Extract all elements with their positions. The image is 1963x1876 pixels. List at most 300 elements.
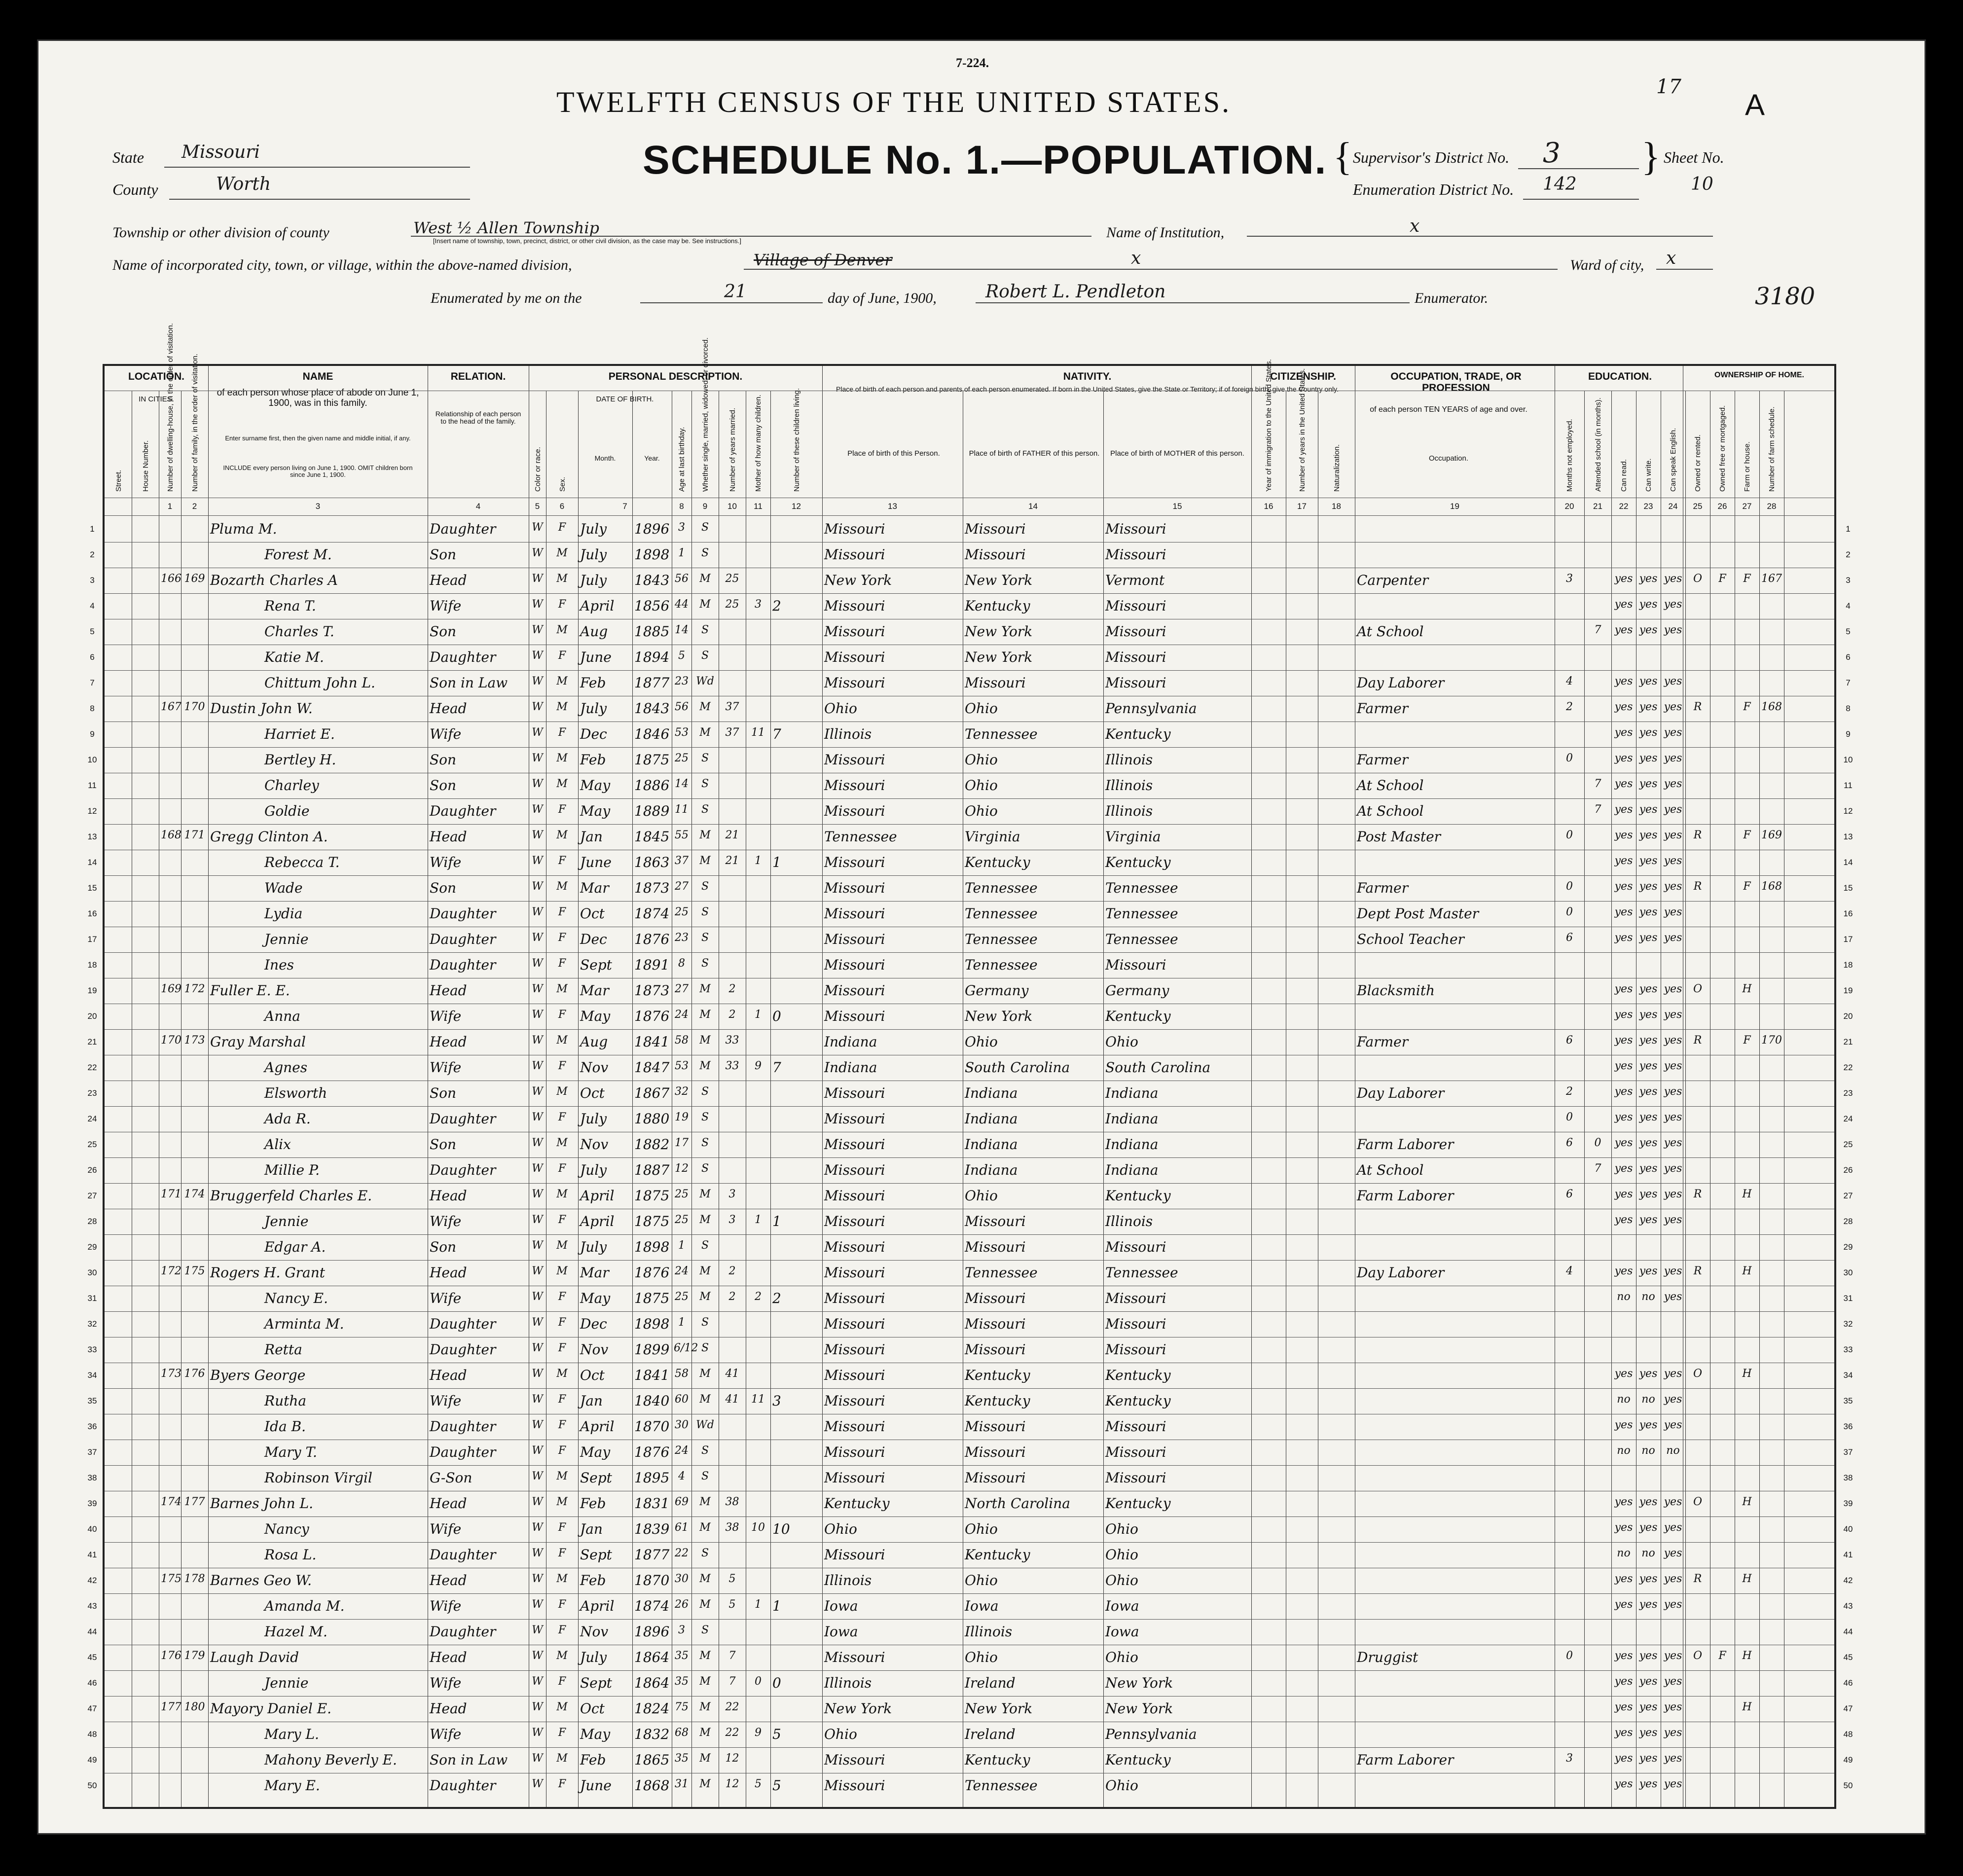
birth-month: Oct xyxy=(580,1367,605,1383)
owned-rented: R xyxy=(1693,829,1702,841)
row-rule xyxy=(105,1516,1834,1517)
row-number: 36 xyxy=(87,1422,97,1431)
row-number: 31 xyxy=(87,1294,97,1303)
birth-month: Feb xyxy=(580,1495,606,1512)
relation: Daughter xyxy=(430,1777,496,1794)
birthplace: Missouri xyxy=(824,982,885,999)
column-number: 8 xyxy=(679,502,684,511)
column-number: 22 xyxy=(1619,502,1629,511)
row-number-right: 41 xyxy=(1843,1550,1853,1559)
mother-birthplace: Missouri xyxy=(1105,1290,1166,1306)
father-birthplace: Ireland xyxy=(965,1675,1016,1691)
birthplace: Missouri xyxy=(824,521,885,537)
mother-birthplace: Iowa xyxy=(1105,1623,1139,1640)
column-number: 14 xyxy=(1028,502,1038,511)
row-number-right: 24 xyxy=(1843,1114,1853,1123)
children-living: 0 xyxy=(772,1675,781,1691)
sex: M xyxy=(556,1188,568,1200)
column-number: 17 xyxy=(1297,502,1307,511)
sex: M xyxy=(556,1085,568,1098)
relation: Head xyxy=(430,982,467,999)
can-speak-english: yes xyxy=(1664,1573,1682,1585)
can-read: yes xyxy=(1614,1162,1633,1175)
relation: Daughter xyxy=(430,1111,496,1127)
birth-month: July xyxy=(580,1111,607,1127)
father-birthplace: Indiana xyxy=(965,1136,1018,1153)
years-married: 38 xyxy=(725,1521,739,1534)
person-name: Rena T. xyxy=(264,598,316,614)
column-number: 9 xyxy=(702,502,708,511)
corner-number: 3180 xyxy=(1755,283,1816,310)
relation: Wife xyxy=(430,598,462,614)
years-married: 33 xyxy=(725,1060,739,1072)
color: W xyxy=(532,1239,543,1252)
row-number: 46 xyxy=(87,1678,97,1688)
person-name: Wade xyxy=(264,880,303,896)
sex: F xyxy=(558,855,566,867)
township-label: Township or other division of county xyxy=(112,224,329,241)
sex: M xyxy=(556,829,568,841)
vertical-column-label: Can write. xyxy=(1644,458,1653,492)
occupation: Farm Laborer xyxy=(1357,1752,1454,1768)
row-number-right: 8 xyxy=(1846,704,1851,713)
marital-status: M xyxy=(699,829,711,841)
color: W xyxy=(532,675,543,687)
dwelling-number: 168 xyxy=(161,829,182,841)
person-name: Bozarth Charles A xyxy=(210,572,338,588)
color: W xyxy=(532,1316,543,1329)
sex: F xyxy=(558,1419,566,1431)
relation: Daughter xyxy=(430,1316,496,1332)
color: W xyxy=(532,1137,543,1149)
birth-year: 1840 xyxy=(634,1393,670,1409)
birthplace: Missouri xyxy=(824,623,885,640)
marital-status: S xyxy=(701,752,709,764)
children-living: 2 xyxy=(772,598,781,614)
family-number: 177 xyxy=(184,1496,205,1508)
mother-birthplace: Missouri xyxy=(1105,1239,1166,1255)
census-title: TWELFTH CENSUS OF THE UNITED STATES. xyxy=(556,86,1232,118)
color: W xyxy=(532,726,543,739)
sex: M xyxy=(556,624,568,636)
state-value: Missouri xyxy=(182,142,260,162)
father-birthplace: Kentucky xyxy=(965,854,1030,870)
age: 25 xyxy=(675,1214,689,1226)
marital-status: S xyxy=(701,1137,709,1149)
can-speak-english: yes xyxy=(1664,1214,1682,1226)
vertical-column-label: Months not employed. xyxy=(1565,419,1574,492)
mother-birthplace: Missouri xyxy=(1105,649,1166,665)
marital-status: S xyxy=(701,1085,709,1098)
months-unemployed: 2 xyxy=(1566,701,1573,713)
months-unemployed: 0 xyxy=(1566,1650,1573,1662)
birthplace: Missouri xyxy=(824,931,885,947)
birth-year: 1875 xyxy=(634,1290,670,1306)
person-name: Elsworth xyxy=(264,1085,327,1101)
column-rule xyxy=(1251,366,1252,1807)
row-number: 13 xyxy=(87,832,97,841)
can-write: yes xyxy=(1639,1060,1658,1072)
farm-house: F xyxy=(1743,829,1751,841)
schedule-title: SCHEDULE No. 1.—POPULATION. xyxy=(643,138,1327,182)
row-rule xyxy=(105,1388,1834,1389)
father-birthplace: Missouri xyxy=(965,1341,1026,1358)
birth-year: 1870 xyxy=(634,1418,670,1435)
years-married: 12 xyxy=(725,1778,739,1790)
row-number-right: 11 xyxy=(1844,781,1853,790)
relation: Daughter xyxy=(430,957,496,973)
row-number-right: 7 xyxy=(1846,678,1851,687)
sex: F xyxy=(558,1111,566,1123)
birth-year: 1832 xyxy=(634,1726,670,1742)
person-name: Mary E. xyxy=(264,1777,320,1794)
color: W xyxy=(532,778,543,790)
sheet-no-value: 10 xyxy=(1691,174,1713,194)
can-read: yes xyxy=(1614,598,1633,611)
relation: Daughter xyxy=(430,1418,496,1435)
farm-schedule: 168 xyxy=(1761,880,1782,893)
row-number: 44 xyxy=(87,1627,97,1636)
can-write: no xyxy=(1641,1444,1655,1457)
sex: F xyxy=(558,1214,566,1226)
birth-year: 1864 xyxy=(634,1649,670,1665)
father-birthplace: Kentucky xyxy=(965,1393,1030,1409)
mother-birthplace: Ohio xyxy=(1105,1547,1138,1563)
column-number: 6 xyxy=(559,502,565,511)
birth-year: 1870 xyxy=(634,1572,670,1588)
birth-month: May xyxy=(580,777,611,794)
mother-birthplace: Tennessee xyxy=(1105,931,1178,947)
marital-status: M xyxy=(699,1675,711,1688)
vertical-column-label: Owned or rented. xyxy=(1694,434,1702,492)
row-rule xyxy=(105,670,1834,671)
birth-year: 1863 xyxy=(634,854,670,870)
column-number: 28 xyxy=(1767,502,1777,511)
mother-birthplace: Missouri xyxy=(1105,623,1166,640)
age: 11 xyxy=(675,803,689,816)
birth-month: Oct xyxy=(580,905,605,922)
can-write: yes xyxy=(1639,1419,1658,1431)
mother-birthplace: Pennsylvania xyxy=(1105,1726,1197,1742)
can-read: yes xyxy=(1614,855,1633,867)
person-name: Rebecca T. xyxy=(264,854,340,870)
family-number: 170 xyxy=(184,701,205,713)
person-name: Gray Marshal xyxy=(210,1034,306,1050)
occupation-desc: of each person TEN YEARS of age and over. xyxy=(1370,405,1527,414)
marital-status: M xyxy=(699,1752,711,1765)
row-number-right: 12 xyxy=(1843,806,1853,816)
color: W xyxy=(532,521,543,534)
years-married: 37 xyxy=(725,726,739,739)
age: 6/12 xyxy=(674,1342,698,1354)
mother-birthplace: Indiana xyxy=(1105,1111,1159,1127)
birth-month: Sept xyxy=(580,957,612,973)
row-number-right: 32 xyxy=(1843,1319,1853,1329)
supervisor-label: Supervisor's District No. xyxy=(1353,148,1510,166)
years-married: 41 xyxy=(725,1368,739,1380)
father-birthplace: Ohio xyxy=(965,752,998,768)
father-birthplace: Ohio xyxy=(965,1521,998,1537)
row-rule xyxy=(105,1670,1834,1671)
person-name: Nancy xyxy=(264,1521,309,1537)
age: 61 xyxy=(675,1521,689,1534)
row-number: 12 xyxy=(87,806,97,816)
column-number: 26 xyxy=(1717,502,1727,511)
mother-birthplace: Kentucky xyxy=(1105,1367,1171,1383)
person-name: Gregg Clinton A. xyxy=(210,829,328,845)
column-rule xyxy=(632,391,633,1807)
father-birthplace: Tennessee xyxy=(965,1777,1038,1794)
birth-year: 1841 xyxy=(634,1367,670,1383)
column-rule xyxy=(578,391,579,1807)
mother-of: 1 xyxy=(755,1009,762,1021)
birth-month: April xyxy=(580,1598,615,1614)
mother-birthplace: Kentucky xyxy=(1105,1393,1171,1409)
sex: M xyxy=(556,1470,568,1482)
can-write: yes xyxy=(1639,855,1658,867)
color: W xyxy=(532,1573,543,1585)
name-note2: INCLUDE every person living on June 1, 1900. OMIT children born since June 1, 1900. xyxy=(223,464,413,479)
years-married: 2 xyxy=(728,983,736,995)
row-number: 8 xyxy=(90,704,95,713)
age: 35 xyxy=(675,1752,689,1765)
dwelling-number: 172 xyxy=(161,1265,182,1277)
marital-status: M xyxy=(699,983,711,995)
marital-status: M xyxy=(699,1009,711,1021)
row-rule xyxy=(105,1234,1834,1235)
city-line xyxy=(744,269,1558,270)
relation: Son in Law xyxy=(430,1752,508,1768)
owned-rented: R xyxy=(1693,701,1702,713)
years-married: 21 xyxy=(725,829,739,841)
sex: F xyxy=(558,649,566,662)
vertical-column-label: Can speak English. xyxy=(1669,428,1677,492)
dwelling-number: 166 xyxy=(161,573,182,585)
row-number-right: 25 xyxy=(1843,1140,1853,1149)
color: W xyxy=(532,1598,543,1611)
birthplace: Missouri xyxy=(824,1239,885,1255)
occupation: Dept Post Master xyxy=(1357,905,1479,922)
mother-birthplace: Ohio xyxy=(1105,1777,1138,1794)
birth-year: 1824 xyxy=(634,1700,670,1717)
sex: M xyxy=(556,1034,568,1046)
occupation: At School xyxy=(1357,777,1424,794)
can-read: yes xyxy=(1614,1368,1633,1380)
mother-of: 1 xyxy=(755,1598,762,1611)
row-number-right: 20 xyxy=(1843,1011,1853,1021)
mother-birthplace: South Carolina xyxy=(1105,1059,1211,1076)
years-married: 2 xyxy=(728,1009,736,1021)
birth-year: 1896 xyxy=(634,521,670,537)
birthplace: Missouri xyxy=(824,803,885,819)
children-living: 0 xyxy=(772,1008,781,1024)
vertical-column-label: Age at last birthday. xyxy=(678,427,686,492)
father-birthplace: Iowa xyxy=(965,1598,999,1614)
row-number: 27 xyxy=(87,1191,97,1200)
sex: M xyxy=(556,573,568,585)
can-write: yes xyxy=(1639,1009,1658,1021)
color: W xyxy=(532,1034,543,1046)
age: 19 xyxy=(675,1111,689,1123)
relation: Daughter xyxy=(430,1341,496,1358)
birthplace: Missouri xyxy=(824,1008,885,1024)
color: W xyxy=(532,1624,543,1636)
sex: F xyxy=(558,1316,566,1329)
color: W xyxy=(532,1291,543,1303)
father-birthplace: Kentucky xyxy=(965,1752,1030,1768)
occupation: At School xyxy=(1357,803,1424,819)
mother-birthplace: Ohio xyxy=(1105,1572,1138,1588)
occupation: Carpenter xyxy=(1357,572,1429,588)
months-unemployed: 6 xyxy=(1566,1188,1573,1200)
row-number: 18 xyxy=(87,960,97,970)
birthplace: Tennessee xyxy=(824,829,897,845)
birth-year: 1856 xyxy=(634,598,670,614)
sex: M xyxy=(556,880,568,893)
relation: Son xyxy=(430,1239,457,1255)
relation: Son xyxy=(430,752,457,768)
can-write: yes xyxy=(1639,726,1658,739)
mother-of: 1 xyxy=(755,1214,762,1226)
dwelling-number: 177 xyxy=(161,1701,182,1713)
birth-month: April xyxy=(580,598,615,614)
occupation: Druggist xyxy=(1357,1649,1418,1665)
family-number: 180 xyxy=(184,1701,205,1713)
row-number-right: 40 xyxy=(1843,1524,1853,1534)
row-number: 22 xyxy=(87,1063,97,1072)
color: W xyxy=(532,1419,543,1431)
group-education: EDUCATION. xyxy=(1588,371,1652,382)
color: W xyxy=(532,649,543,662)
can-read: yes xyxy=(1614,932,1633,944)
row-number: 47 xyxy=(87,1704,97,1713)
color: W xyxy=(532,1547,543,1559)
row-rule xyxy=(105,875,1834,876)
birthplace: Missouri xyxy=(824,1777,885,1794)
years-married: 2 xyxy=(728,1265,736,1277)
column-number: 3 xyxy=(315,502,321,511)
row-rule xyxy=(105,1619,1834,1620)
row-number-right: 37 xyxy=(1843,1447,1853,1457)
row-number-right: 36 xyxy=(1843,1422,1853,1431)
age: 25 xyxy=(675,752,689,764)
father-birthplace: New York xyxy=(965,649,1033,665)
mother-birthplace: Missouri xyxy=(1105,1341,1166,1358)
relation: Head xyxy=(430,1367,467,1383)
mother-of: 3 xyxy=(755,598,762,611)
nativity-mother: Place of birth of MOTHER of this person. xyxy=(1110,449,1244,458)
row-number-right: 33 xyxy=(1843,1345,1853,1354)
age: 58 xyxy=(675,1368,689,1380)
color: W xyxy=(532,906,543,918)
family-number: 171 xyxy=(184,829,205,841)
state-label: State xyxy=(112,148,144,166)
age: 60 xyxy=(675,1393,689,1406)
color: W xyxy=(532,547,543,559)
father-birthplace: Ohio xyxy=(965,1649,998,1665)
birth-month: April xyxy=(580,1418,615,1435)
occupation: Post Master xyxy=(1357,829,1441,845)
can-read: yes xyxy=(1614,1111,1633,1123)
family-number: 174 xyxy=(184,1188,205,1200)
birth-month: Dec xyxy=(580,931,607,947)
father-birthplace: Missouri xyxy=(965,1444,1026,1460)
row-number: 41 xyxy=(87,1550,97,1559)
farm-house: F xyxy=(1743,1034,1751,1046)
can-write: yes xyxy=(1639,1137,1658,1149)
mother-birthplace: Indiana xyxy=(1105,1162,1159,1178)
enumeration-value: 142 xyxy=(1543,174,1577,194)
family-number: 175 xyxy=(184,1265,205,1277)
birth-month: Jan xyxy=(580,829,603,845)
father-birthplace: Ohio xyxy=(965,1034,998,1050)
can-speak-english: yes xyxy=(1664,1111,1682,1123)
can-read: no xyxy=(1617,1291,1631,1303)
enumeration-line xyxy=(1523,199,1639,200)
row-number-right: 46 xyxy=(1843,1678,1853,1688)
relation: Wife xyxy=(430,1393,462,1409)
city-label: Name of incorporated city, town, or village, within the above-named division, xyxy=(112,257,572,273)
can-read: yes xyxy=(1614,1521,1633,1534)
row-number-right: 16 xyxy=(1843,909,1853,918)
father-birthplace: South Carolina xyxy=(965,1059,1070,1076)
color: W xyxy=(532,880,543,893)
can-read: yes xyxy=(1614,1650,1633,1662)
marital-status: S xyxy=(701,1239,709,1252)
father-birthplace: Missouri xyxy=(965,546,1026,563)
marital-status: M xyxy=(699,701,711,713)
can-read: yes xyxy=(1614,906,1633,918)
mother-birthplace: Tennessee xyxy=(1105,905,1178,922)
father-birthplace: Missouri xyxy=(965,1213,1026,1229)
sex: M xyxy=(556,1752,568,1765)
institution-line xyxy=(1247,236,1713,237)
children-living: 7 xyxy=(772,726,781,742)
birth-month: May xyxy=(580,803,611,819)
birth-month: Nov xyxy=(580,1341,609,1358)
occupation-label: Occupation. xyxy=(1428,454,1469,463)
can-speak-english: yes xyxy=(1664,829,1682,841)
birthplace: Missouri xyxy=(824,854,885,870)
row-number: 43 xyxy=(87,1601,97,1611)
row-number-right: 30 xyxy=(1843,1268,1853,1277)
city-value: Village of Denver xyxy=(754,251,892,269)
row-number: 33 xyxy=(87,1345,97,1354)
occupation: Farmer xyxy=(1357,700,1409,717)
birth-year: 1843 xyxy=(634,572,670,588)
relation: Son xyxy=(430,777,457,794)
can-write: yes xyxy=(1639,906,1658,918)
relation: Wife xyxy=(430,1675,462,1691)
age: 56 xyxy=(675,701,689,713)
can-read: yes xyxy=(1614,778,1633,790)
father-birthplace: Ohio xyxy=(965,1188,998,1204)
father-birthplace: Virginia xyxy=(965,829,1020,845)
occupation: Farm Laborer xyxy=(1357,1136,1454,1153)
marital-status: M xyxy=(699,1265,711,1277)
age: 12 xyxy=(675,1162,689,1175)
person-name: Harriet E. xyxy=(264,726,335,742)
father-birthplace: Ohio xyxy=(965,1572,998,1588)
birth-month: Feb xyxy=(580,752,606,768)
owned-rented: O xyxy=(1693,1496,1703,1508)
group-occupation: OCCUPATION, TRADE, OR PROFESSION xyxy=(1390,371,1522,394)
children-living: 1 xyxy=(772,1213,781,1229)
column-number: 1 xyxy=(167,502,173,511)
mother-birthplace: Missouri xyxy=(1105,1470,1166,1486)
row-number: 17 xyxy=(87,935,97,944)
dwelling-number: 176 xyxy=(161,1650,182,1662)
